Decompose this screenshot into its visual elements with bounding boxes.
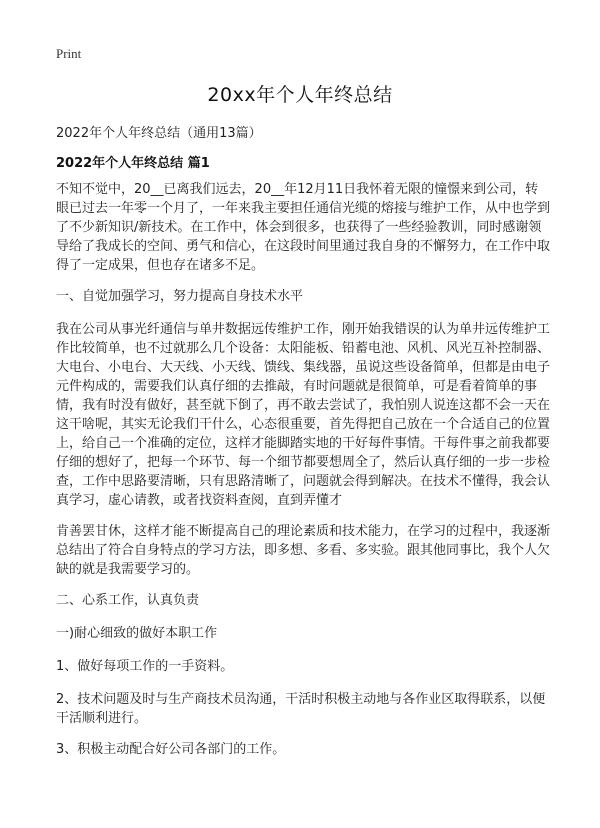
document-title: 20xx年个人年终总结 xyxy=(207,84,393,106)
heading-study: 一、自觉加强学习，努力提高自身技术水平 xyxy=(56,289,304,304)
list-item-1: 1、做好每项工作的一手资料。 xyxy=(56,659,234,674)
document-body xyxy=(56,180,550,771)
list-item-2: 2、技术问题及时与生产商技术员沟通，干活时积极主动地与各作业区取得联系，以便干活顺利进行。 xyxy=(56,692,546,726)
paragraph-intro: 不知不觉中，20__已离我们远去，20__年12月11日我怀着无限的憧憬来到公司，转眼已过去一年零一个月了，一年来我主要担任通信光缆的熔接与维护工作，从中也学到了不少新知识/新技术。在工作中，体会到很多，也获得了一些经验教训，同时感谢领导给了我成长的空间、勇气和信心，在这段时间里通过我自身的不懈努力，在工作中取得了一定成果，但也存在诸多不足。 xyxy=(56,182,551,273)
section-heading: 2022年个人年终总结 篇1 xyxy=(56,156,210,171)
paragraph-study-cont: 肯善罢甘休，这样才能不断提高自己的理论素质和技术能力，在学习的过程中，我逐渐总结出了符合自身特点的学习方法，即多想、多看、多实验。跟其他同事比，我个人欠缺的就是我需要学习的。 xyxy=(56,524,551,577)
print-label[interactable]: Print xyxy=(56,46,82,61)
paragraph-study: 我在公司从事光纤通信与单井数据远传维护工作，刚开始我错误的认为单井远传维护工作比较简单，也不过就那么几个设备：太阳能板、铅蓄电池、风机、风光互补控制器、大电台、小电台、大天线、小天线、馈线、集线器，虽说这些设备简单，但都是由电子元件构成的，需要我们认真仔细的去推敲，有时问题就是很简单，可是看着简单的事情，我有时没有做好，甚至就下倒了，再不敢去尝试了，我怕别人说连这都不会一天在这干啥呢，其实无论我们干什么，心态很重要，首先得把自己放在一个合适自己的位置上，给自己一个准确的定位，这样才能脚踏实地的干好每件事情。干每件事之前我都要仔细的想好了，把每一个环节、每一个细节都要想周全了，然后认真仔细的一步一步检查，工作中思路要清晰，只有思路清晰了，问题就会得到解决。在技术不懂得，我会认真学习，虚心请教，或者找资料查阅，直到弄懂才 xyxy=(56,322,551,508)
list-item-3: 3、积极主动配合好公司各部门的工作。 xyxy=(56,742,286,757)
heading-work: 二、心系工作，认真负责 xyxy=(56,593,200,608)
document-subtitle: 2022年个人年终总结（通用13篇） xyxy=(56,126,262,141)
subheading-duty: 一)耐心细致的做好本职工作 xyxy=(56,626,218,641)
